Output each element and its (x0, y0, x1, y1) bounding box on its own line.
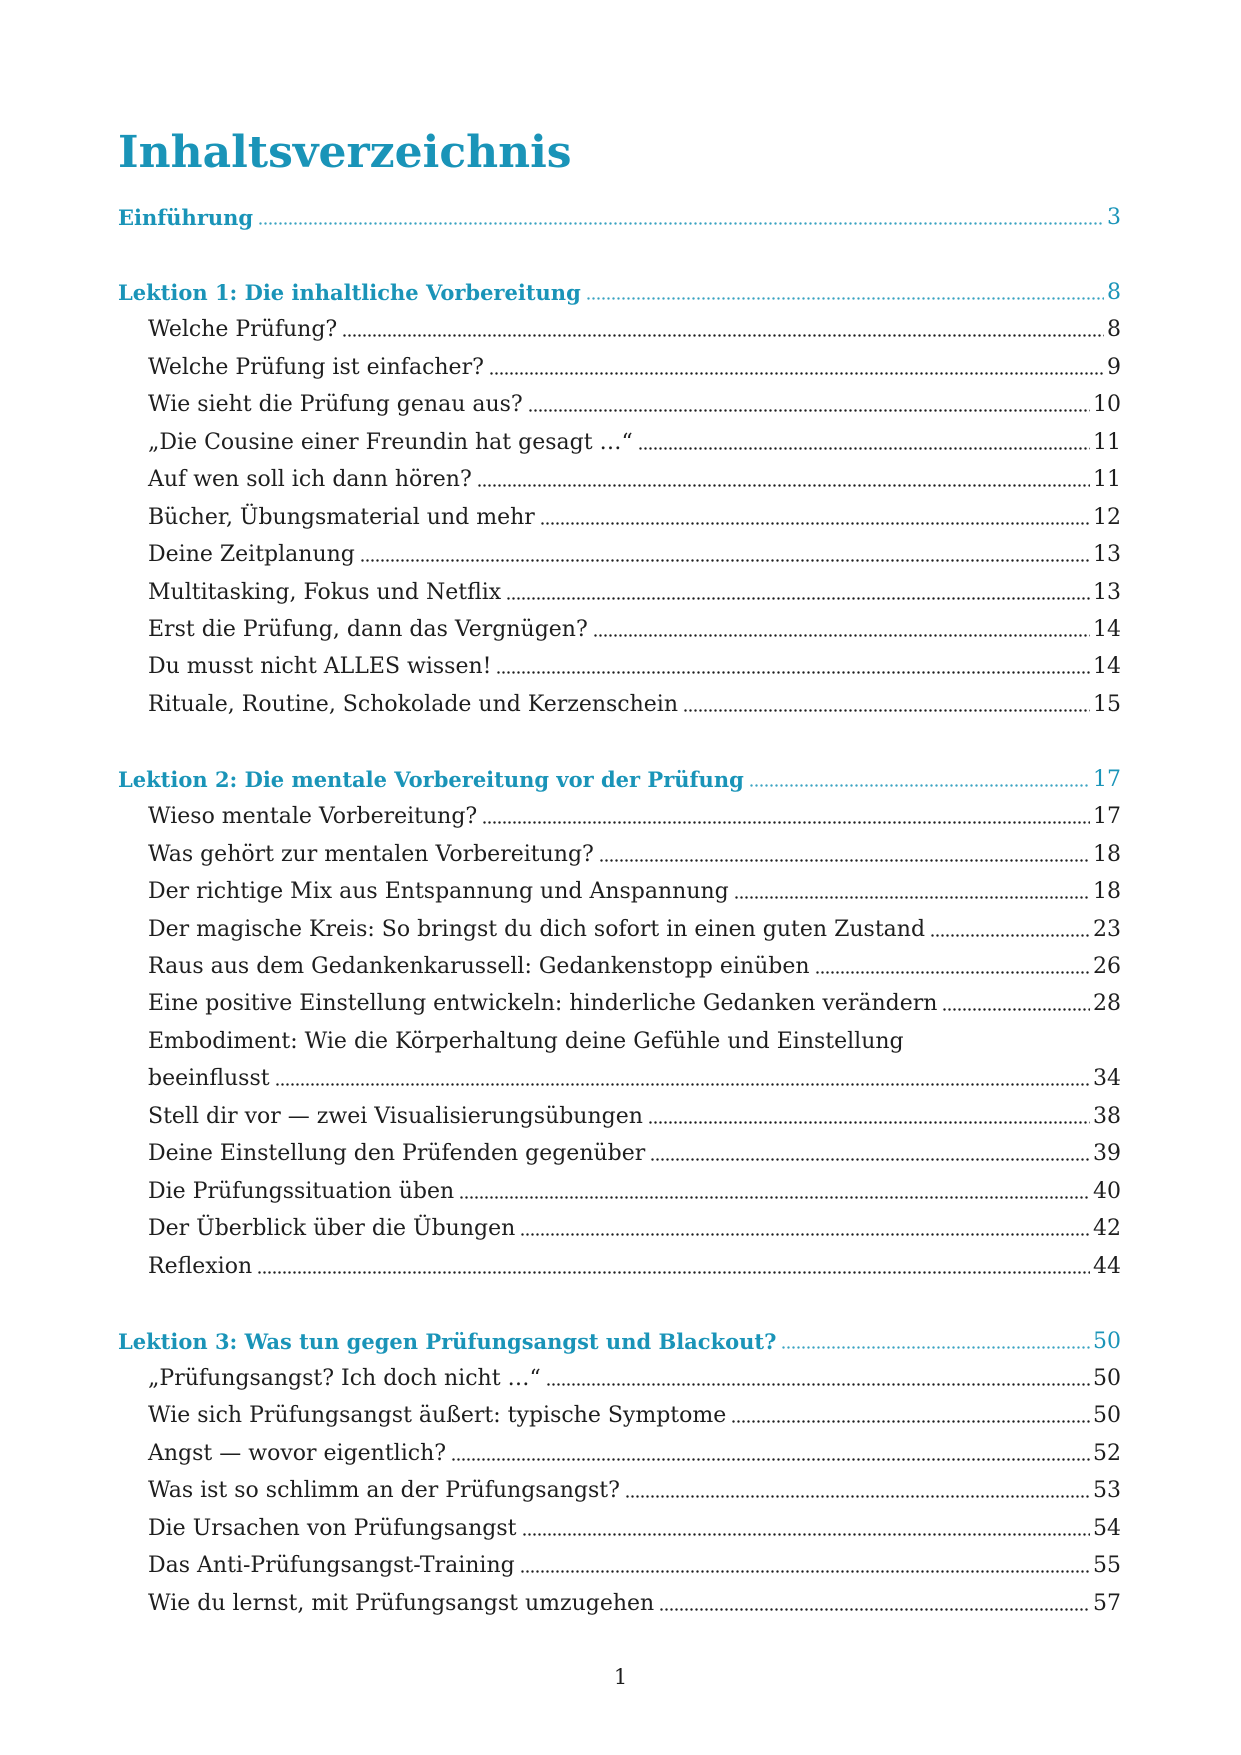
toc-entry-title: Stell dir vor — zwei Visualisierungsübungen (148, 1103, 643, 1129)
page-title: Inhaltsverzeichnis (118, 127, 572, 178)
toc-entry[interactable] (148, 648, 1121, 685)
toc-heading-page: 3 (1107, 205, 1121, 230)
toc-entry-page: 14 (1093, 654, 1121, 680)
toc-entry-title: Auf wen soll ich dann hören? (148, 467, 472, 493)
dot-leader (275, 1083, 1090, 1086)
dot-leader (731, 1420, 1090, 1423)
dot-leader (734, 896, 1090, 899)
toc-entry-page: 17 (1093, 804, 1121, 830)
toc-entry-title: Reflexion (148, 1253, 253, 1279)
toc-entry[interactable] (148, 1360, 1121, 1397)
toc-entry-page: 34 (1093, 1066, 1121, 1092)
toc-entry-title: Embodiment: Wie die Körperhaltung deine Gefühle und Einstellung beeinflusst (148, 1028, 904, 1092)
dot-leader (360, 559, 1090, 562)
toc-entry-page: 52 (1093, 1440, 1121, 1466)
toc-entry-page: 50 (1093, 1403, 1121, 1429)
toc-entry[interactable] (148, 1023, 1121, 1098)
toc-entry[interactable] (148, 1098, 1121, 1135)
dot-leader (659, 1608, 1090, 1611)
toc-entry-title: Welche Prüfung ist einfacher? (148, 354, 484, 380)
toc-entry-title: Die Prüfungssituation üben (148, 1178, 455, 1204)
toc-entry-page: 10 (1093, 392, 1121, 418)
toc-entry-title: Der Überblick über die Übungen (148, 1216, 516, 1242)
dot-leader (540, 522, 1090, 525)
toc-entry[interactable] (148, 873, 1121, 910)
dot-leader (625, 1495, 1090, 1498)
toc-entry-page: 9 (1107, 354, 1121, 380)
toc-entry[interactable] (148, 536, 1121, 573)
toc-section-einfuehrung (118, 199, 1121, 236)
toc-entry-title: Wie du lernst, mit Prüfungsangst umzugehen (148, 1590, 655, 1616)
dot-leader (258, 222, 1104, 225)
dot-leader (477, 484, 1090, 487)
toc-entry-title: Der magische Kreis: So bringst du dich sofort in einen guten Zustand (148, 916, 926, 942)
toc-entry[interactable] (148, 461, 1121, 498)
dot-leader (482, 821, 1090, 824)
toc-entry-page: 13 (1093, 542, 1121, 568)
dot-leader (520, 1233, 1090, 1236)
toc-entry-page: 13 (1093, 579, 1121, 605)
dot-leader (546, 1383, 1090, 1386)
dot-leader (451, 1458, 1090, 1461)
dot-leader (257, 1271, 1090, 1274)
toc-entry-title: Wie sieht die Prüfung genau aus? (148, 392, 523, 418)
toc-entry-page: 57 (1093, 1590, 1121, 1616)
toc-entry-page: 14 (1093, 616, 1121, 642)
toc-entry[interactable] (148, 1510, 1121, 1547)
toc-section-lektion-3 (118, 1323, 1121, 1623)
toc-entry-title: Das Anti-Prüfungsangst-Training (148, 1553, 515, 1579)
toc-entry[interactable] (148, 948, 1121, 985)
toc-entry-title: Du musst nicht ALLES wissen! (148, 654, 492, 680)
toc-entry[interactable] (148, 574, 1121, 611)
toc-entry-title: Die Ursachen von Prüfungsangst (148, 1515, 517, 1541)
dot-leader (522, 1533, 1091, 1536)
toc-entry-page: 44 (1093, 1253, 1121, 1279)
dot-leader (815, 971, 1090, 974)
toc-entry-page: 40 (1093, 1178, 1121, 1204)
toc-entry-page: 28 (1093, 991, 1121, 1017)
toc-entry-title: Angst — wovor eigentlich? (148, 1440, 447, 1466)
table-of-contents (118, 128, 1121, 1622)
toc-heading[interactable] (118, 199, 1121, 236)
dot-leader (586, 297, 1104, 300)
toc-entry-title: Deine Einstellung den Prüfenden gegenüber (148, 1141, 646, 1167)
toc-entry-title: „Die Cousine einer Freundin hat gesagt …“ (148, 429, 633, 455)
toc-entry-page: 42 (1093, 1216, 1121, 1242)
toc-entry-page: 12 (1093, 504, 1121, 530)
dot-leader (599, 859, 1090, 862)
page-number: 1 (613, 1665, 628, 1689)
toc-entry[interactable] (148, 1248, 1121, 1285)
dot-leader (942, 1008, 1090, 1011)
toc-entry-page: 11 (1093, 467, 1121, 493)
toc-entry-page: 11 (1093, 429, 1121, 455)
toc-heading-page: 50 (1093, 1328, 1121, 1354)
toc-entry[interactable] (148, 386, 1121, 423)
toc-entry-page: 18 (1093, 879, 1121, 905)
toc-heading-title: Lektion 1: Die inhaltliche Vorbereitung (118, 279, 581, 305)
toc-entry-title: Erst die Prüfung, dann das Vergnügen? (148, 616, 588, 642)
toc-entry-page: 8 (1107, 317, 1121, 343)
toc-heading[interactable] (118, 274, 1121, 311)
toc-entry-title: Deine Zeitplanung (148, 542, 355, 568)
toc-entry[interactable] (148, 499, 1121, 536)
toc-heading-title: Lektion 2: Die mentale Vorbereitung vor der Prüfung (118, 766, 744, 792)
toc-entry-title: Welche Prüfung? (148, 317, 338, 343)
dot-leader (648, 1121, 1090, 1124)
toc-entry[interactable] (148, 1547, 1121, 1584)
toc-entry-page: 50 (1093, 1366, 1121, 1391)
toc-heading-title: Lektion 3: Was tun gegen Prüfungsangst und Blackout? (118, 1328, 777, 1354)
dot-leader (683, 709, 1090, 712)
dot-leader (496, 671, 1090, 674)
dot-leader (781, 1346, 1090, 1349)
dot-leader (520, 1570, 1090, 1573)
dot-leader (342, 334, 1104, 337)
toc-entry-title: Rituale, Routine, Schokolade und Kerzenschein (148, 691, 679, 717)
toc-section-lektion-2 (118, 761, 1121, 1285)
toc-entry-title: Was ist so schlimm an der Prüfungsangst? (148, 1478, 620, 1504)
toc-entry[interactable] (148, 1397, 1121, 1434)
toc-entry-title: Raus aus dem Gedankenkarussell: Gedankenstopp einüben (148, 954, 810, 980)
toc-entry-page: 53 (1093, 1478, 1121, 1504)
toc-entry[interactable] (148, 311, 1121, 348)
toc-entry-title: Bücher, Übungsmaterial und mehr (148, 504, 535, 530)
toc-entry[interactable] (148, 1135, 1121, 1172)
toc-section-lektion-1 (118, 274, 1121, 723)
dot-leader (638, 447, 1090, 450)
toc-entry-page: 23 (1093, 916, 1121, 942)
toc-entry-title: Was gehört zur mentalen Vorbereitung? (148, 841, 594, 867)
dot-leader (749, 784, 1090, 787)
toc-heading[interactable] (118, 1323, 1121, 1360)
toc-entry[interactable] (148, 1210, 1121, 1247)
dot-leader (506, 597, 1090, 600)
toc-entry[interactable] (148, 1435, 1121, 1472)
dot-leader (489, 372, 1104, 375)
toc-entry-title: „Prüfungsangst? Ich doch nicht …“ (148, 1366, 541, 1391)
toc-entry[interactable] (148, 985, 1121, 1022)
toc-entry[interactable] (148, 349, 1121, 386)
dot-leader (930, 934, 1090, 937)
toc-entry[interactable] (148, 1472, 1121, 1509)
toc-list (118, 199, 1121, 1622)
toc-entry-page: 38 (1093, 1103, 1121, 1129)
toc-heading-title: Einführung (118, 205, 254, 230)
toc-heading[interactable] (118, 761, 1121, 798)
dot-leader (528, 409, 1090, 412)
dot-leader (650, 1158, 1090, 1161)
toc-entry-title: Der richtige Mix aus Entspannung und Anspannung (148, 879, 729, 905)
toc-heading-page: 17 (1093, 766, 1121, 792)
toc-entry-page: 18 (1093, 841, 1121, 867)
toc-entry[interactable] (148, 911, 1121, 948)
dot-leader (593, 634, 1090, 637)
toc-entry[interactable] (148, 686, 1121, 723)
toc-entry[interactable] (148, 1173, 1121, 1210)
toc-entry-page: 26 (1093, 954, 1121, 980)
toc-entry[interactable] (148, 798, 1121, 835)
toc-entry-page: 55 (1093, 1553, 1121, 1579)
toc-entry[interactable] (148, 1585, 1121, 1622)
toc-entry-title: Eine positive Einstellung entwickeln: hinderliche Gedanken verändern (148, 991, 938, 1017)
dot-leader (459, 1196, 1090, 1199)
toc-entry-title: Wie sich Prüfungsangst äußert: typische Symptome (148, 1403, 727, 1429)
toc-entry-title: Multitasking, Fokus und Netflix (148, 579, 502, 605)
toc-entry[interactable] (148, 424, 1121, 461)
toc-entry[interactable] (148, 611, 1121, 648)
toc-entry-page: 54 (1093, 1515, 1121, 1541)
toc-entry-page: 15 (1093, 691, 1121, 717)
toc-entry-title: Wieso mentale Vorbereitung? (148, 804, 478, 830)
toc-entry-page: 39 (1093, 1141, 1121, 1167)
toc-heading-page: 8 (1107, 279, 1121, 305)
toc-entry[interactable] (148, 836, 1121, 873)
